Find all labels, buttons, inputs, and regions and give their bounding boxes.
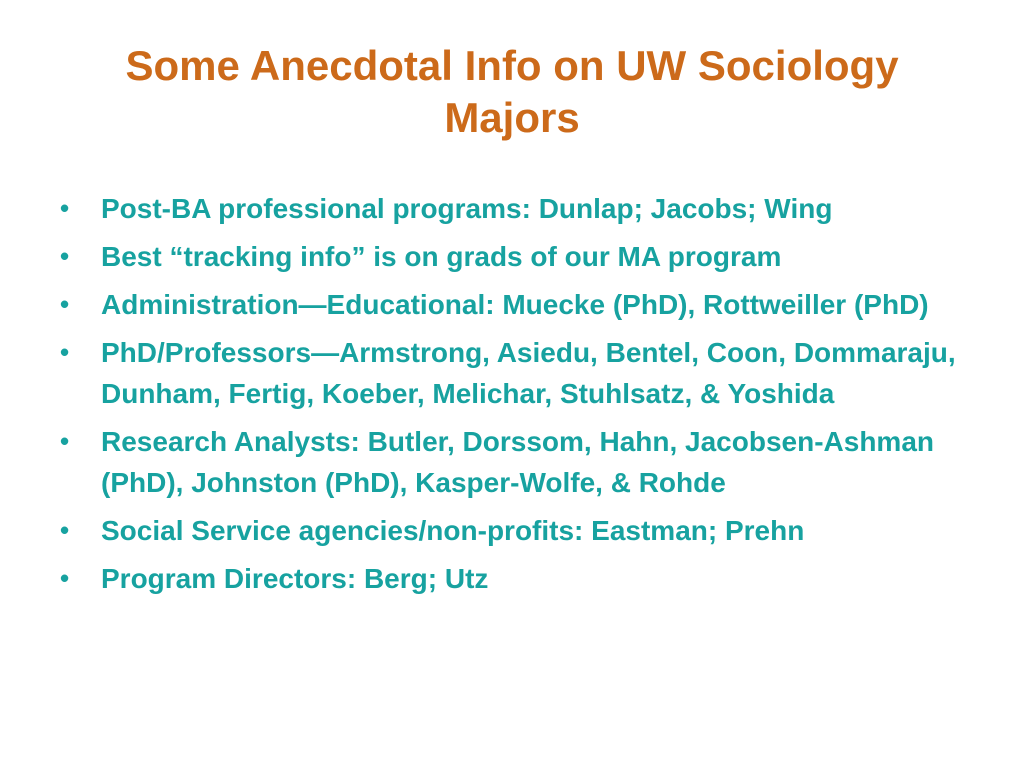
bullet-marker: • [60, 289, 70, 319]
bullet-text: Research Analysts: Butler, Dorssom, Hahn, Jacobsen-Ashman (PhD), Johnston (PhD), Kasper-Wolfe, & Rohde [101, 426, 934, 498]
bullet-marker: • [60, 515, 70, 545]
bullet-marker: • [60, 426, 70, 456]
bullet-item [60, 236, 1000, 277]
bullet-item [60, 421, 1000, 503]
bullet-item [60, 510, 1000, 551]
bullet-text: Post-BA professional programs: Dunlap; Jacobs; Wing [101, 193, 833, 224]
bullet-item [60, 558, 1000, 599]
bullet-marker: • [60, 563, 70, 593]
slide-title-line-1: Some Anecdotal Info on UW Sociology [125, 42, 899, 89]
bullet-marker: • [60, 241, 70, 271]
slide-title [60, 40, 964, 144]
bullet-text: PhD/Professors—Armstrong, Asiedu, Bentel, Coon, Dommaraju, Dunham, Fertig, Koeber, Melichar, Stuhlsatz, & Yoshida [101, 337, 956, 409]
bullet-item [60, 188, 1000, 229]
bullet-item [60, 332, 1000, 414]
bullet-text: Social Service agencies/non-profits: Eastman; Prehn [101, 515, 805, 546]
slide-title-line-2: Majors [444, 94, 580, 141]
bullet-text: Administration—Educational: Muecke (PhD), Rottweiller (PhD) [101, 289, 929, 320]
bullet-text: Program Directors: Berg; Utz [101, 563, 489, 594]
bullet-marker: • [60, 337, 70, 367]
bullet-list [60, 188, 1000, 606]
bullet-text: Best “tracking info” is on grads of our MA program [101, 241, 782, 272]
bullet-marker: • [60, 193, 70, 223]
bullet-item [60, 284, 1000, 325]
